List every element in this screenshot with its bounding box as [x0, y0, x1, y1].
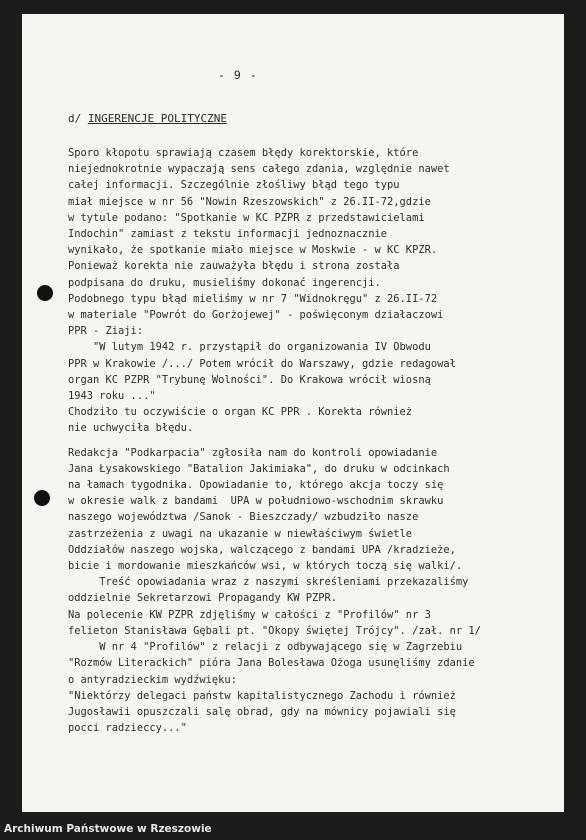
text-line: podpisana do druku, musieliśmy dokonać ingerencji. — [68, 276, 381, 289]
text-line: Na polecenie KW PZPR zdjęliśmy w całości z "Profilów" nr 3 — [68, 608, 431, 621]
text-line: organ KC PZPR "Trybunę Wolności". Do Krakowa wrócił wiosną — [68, 373, 431, 386]
text-line: PPR - Ziaji: — [68, 325, 144, 338]
archive-name: Archiwum Państwowe w Rzeszowie — [4, 823, 212, 835]
text-line: w materiale "Powrót do Gorżojewej" - poświęconym działaczowi — [68, 309, 444, 322]
text-line: o antyradzieckim wydźwięku: — [68, 673, 237, 686]
section-prefix: d/ — [68, 112, 82, 125]
text-line: na łamach tygodnika. Opowiadanie to, którego akcja toczy się — [68, 479, 444, 492]
text-line: PPR w Krakowie /.../ Potem wrócił do Warszawy, gdzie redagował — [68, 357, 456, 370]
text-line: Redakcja "Podkarpacia" zgłosiła nam do kontroli opowiadanie — [68, 446, 438, 459]
text-line: "W lutym 1942 r. przystąpił do organizowania IV Obwodu — [68, 341, 431, 354]
text-line: "Rozmów Literackich" pióra Jana Bolesława Ożoga usunęliśmy zdanie — [68, 657, 475, 670]
text-line: w okresie walk z bandami UPA w południowo-wschodnim skrawku — [68, 495, 444, 508]
punch-hole-top — [37, 285, 53, 301]
text-line: Chodziło tu oczywiście o organ KC PPR . Korekta również — [68, 406, 413, 419]
text-line: zastrzeżenia z uwagi na ukazanie w niewłaściwym świetle — [68, 527, 413, 540]
text-line: 1943 roku ..." — [68, 390, 156, 403]
text-line: Indochin" zamiast z tekstu informacji jednoznacznie — [68, 228, 388, 241]
text-line: miał miejsce w nr 56 "Nowin Rzeszowskich" z 26.II-72,gdzie — [68, 195, 431, 208]
text-line: "Niektórzy delegaci państw kapitalistycznego Zachodu i również — [68, 689, 456, 702]
text-line: bicie i mordowanie mieszkańców wsi, w których toczą się walki/. — [68, 560, 463, 573]
paragraph-gap — [68, 437, 528, 445]
page-number: - 9 - — [218, 68, 258, 82]
text-line: niejednokrotnie wypaczają sens całego zdania, względnie nawet — [68, 163, 450, 176]
text-line: pocci radzieccy..." — [68, 722, 187, 735]
text-line: całej informacji. Szczególnie złośliwy błąd tego typu — [68, 179, 400, 192]
text-line: nie uchwyciła błędu. — [68, 422, 194, 435]
text-line: Treść opowiadania wraz z naszymi skreśleniami przekazaliśmy — [68, 576, 469, 589]
text-line: oddzielnie Sekretarzowi Propagandy KW PZPR. — [68, 592, 337, 605]
text-line: Jugosławii opuszczali salę obrad, gdy na mównicy pojawiali się — [68, 705, 456, 718]
section-heading — [68, 112, 227, 125]
text-line: naszego województwa /Sanok - Bieszczady/ wzbudziło nasze — [68, 511, 419, 524]
punch-hole-bottom — [34, 490, 50, 506]
text-line: W nr 4 "Profilów" z relacji z odbywającego się w Zagrzebiu — [68, 641, 463, 654]
text-line: Oddziałów naszego wojska, walczącego z bandami UPA /kradzieże, — [68, 543, 456, 556]
text-line: Ponieważ korekta nie zauważyła błędu i strona została — [68, 260, 400, 273]
section-title: INGERENCJE POLITYCZNE — [87, 112, 227, 125]
text-line: Jana Łysakowskiego "Batalion Jakimiaka", do druku w odcinkach — [68, 462, 450, 475]
document-body — [68, 145, 528, 736]
text-line: wynikało, że spotkanie miało miejsce w Moskwie - w KC KPZR. — [68, 244, 438, 257]
text-line: Podobnego typu błąd mieliśmy w nr 7 "Widnokręgu" z 26.II-72 — [68, 292, 438, 305]
text-line: w tytule podano: "Spotkanie w KC PZPR z przedstawicielami — [68, 211, 425, 224]
archive-footer — [0, 820, 586, 840]
text-line: Sporo kłopotu sprawiają czasem błędy korektorskie, które — [68, 147, 419, 159]
text-line: felieton Stanisława Gębali pt. "Okopy świętej Trójcy". /zał. nr 1/ — [68, 624, 481, 637]
